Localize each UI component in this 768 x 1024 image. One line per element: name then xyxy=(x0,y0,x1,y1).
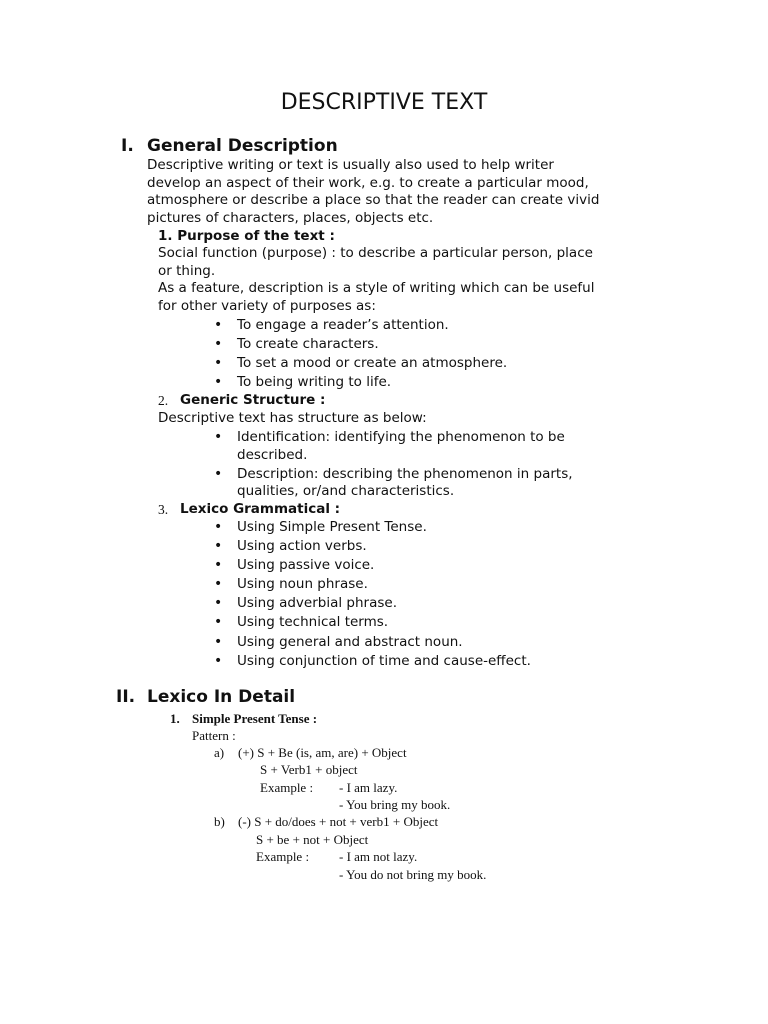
list-item: • Using conjunction of time and cause-effect. xyxy=(214,653,531,671)
pattern-b-line1: (-) S + do/does + not + verb1 + Object xyxy=(238,814,439,829)
pattern-a-example-label: Example : xyxy=(260,780,314,795)
list-item: • Using general and abstract noun. xyxy=(214,634,531,652)
pattern-a-line2: S + Verb1 + object xyxy=(260,762,358,777)
purpose-line: As a feature, description is a style of writing which can be useful xyxy=(158,280,595,296)
purpose-bullet-list xyxy=(214,317,507,393)
list-item: • Using technical terms. xyxy=(214,614,531,632)
purpose-heading: 1. Purpose of the text : xyxy=(158,228,335,244)
intro-line: Descriptive writing or text is usually also used to help writer xyxy=(147,157,554,173)
generic-bullet-list xyxy=(214,429,573,502)
pattern-b-example-1: - I am not lazy. xyxy=(339,849,418,864)
intro-line: develop an aspect of their work, e.g. to create a particular mood, xyxy=(147,174,589,191)
pattern-a-label: a) xyxy=(214,745,225,760)
intro-line: atmosphere or describe a place so that the reader can create vivid xyxy=(147,192,600,208)
purpose-line: or thing. xyxy=(158,262,216,279)
pattern-a-example-2: - You bring my book. xyxy=(339,797,451,812)
detail-item-heading: Simple Present Tense : xyxy=(192,711,318,726)
list-item: • Using Simple Present Tense. xyxy=(214,519,531,537)
section-1-intro xyxy=(147,157,599,227)
pattern-b-example-2: - You do not bring my book. xyxy=(339,867,487,882)
generic-number: 2. xyxy=(158,393,169,408)
pattern-label: Pattern : xyxy=(192,728,236,743)
list-item: • Identification: identifying the phenomenon to be described. xyxy=(214,429,573,464)
purpose-line: for other variety of purposes as: xyxy=(158,297,376,314)
list-item: • Description: describing the phenomenon in parts, qualities, or/and characteristics. xyxy=(214,466,573,501)
lexico-number: 3. xyxy=(158,502,169,517)
page-title: DESCRIPTIVE TEXT xyxy=(280,90,488,115)
list-item: • Using action verbs. xyxy=(214,538,531,556)
pattern-a-line1: (+) S + Be (is, am, are) + Object xyxy=(238,745,407,760)
list-item: • To create characters. xyxy=(214,336,507,354)
list-item: • Using adverbial phrase. xyxy=(214,595,531,613)
purpose-text xyxy=(158,245,595,315)
pattern-b-example-label: Example : xyxy=(256,849,310,864)
list-item: • Using passive voice. xyxy=(214,557,531,575)
list-item: • To being writing to life. xyxy=(214,374,507,392)
pattern-b-label: b) xyxy=(214,814,225,829)
section-2-number: II. xyxy=(116,687,136,707)
list-item: • To engage a reader’s attention. xyxy=(214,317,507,335)
list-item: • Using noun phrase. xyxy=(214,576,531,594)
detail-item-number: 1. xyxy=(170,711,180,726)
pattern-b-line2: S + be + not + Object xyxy=(256,832,369,847)
lexico-heading: Lexico Grammatical : xyxy=(180,501,341,517)
pattern-a-example-1: - I am lazy. xyxy=(339,780,398,795)
list-item: • To set a mood or create an atmosphere. xyxy=(214,355,507,373)
lexico-bullet-list xyxy=(214,519,531,672)
section-1-number: I. xyxy=(121,136,134,156)
section-2-heading: Lexico In Detail xyxy=(147,687,296,707)
generic-heading: Generic Structure : xyxy=(180,392,326,408)
intro-line: pictures of characters, places, objects etc. xyxy=(147,209,434,226)
purpose-line: Social function (purpose) : to describe a particular person, place xyxy=(158,245,593,261)
generic-text: Descriptive text has structure as below: xyxy=(158,410,427,426)
section-1-heading: General Description xyxy=(147,136,338,156)
